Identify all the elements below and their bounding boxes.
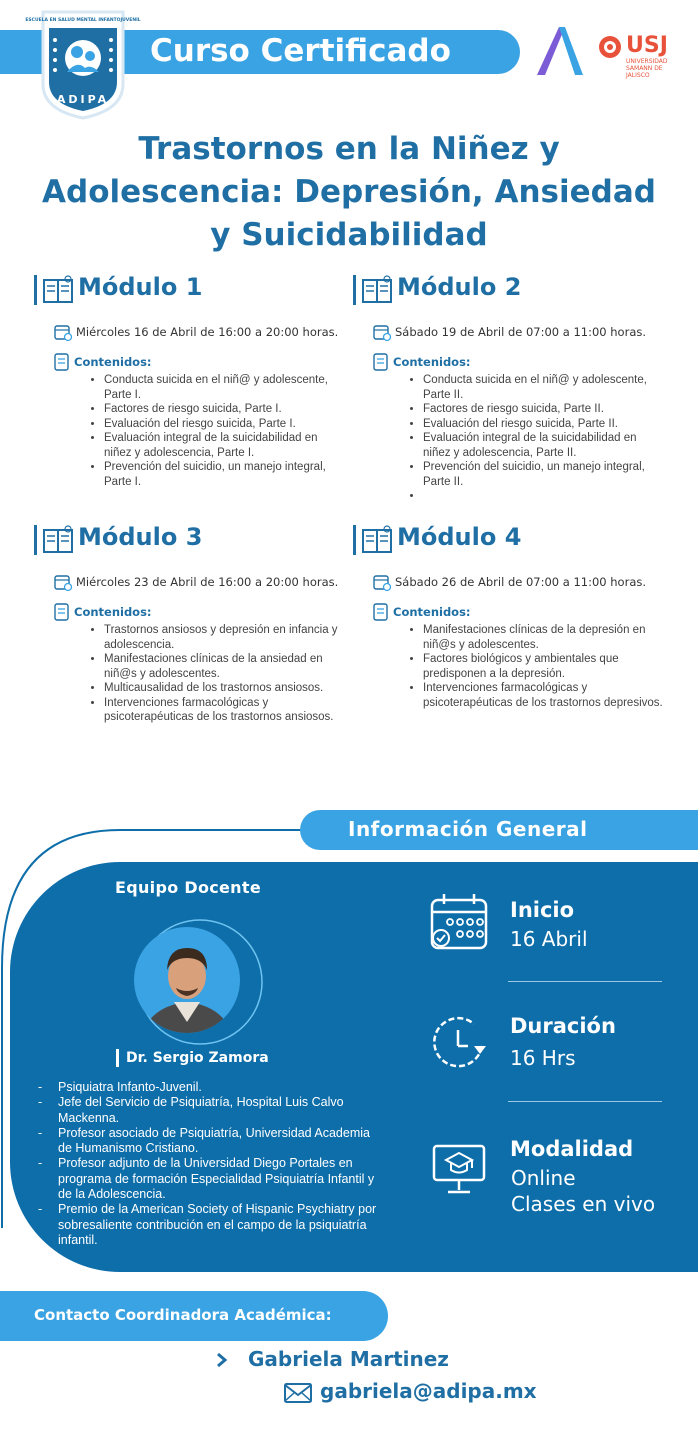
contact-email[interactable]: gabriela@adipa.mx bbox=[320, 1379, 537, 1403]
list-item: • Prevención del suicidio, un manejo integral, Parte II. bbox=[423, 460, 663, 489]
list-item: • Trastornos ansiosos y depresión en infancia y adolescencia. bbox=[104, 623, 344, 652]
list-item: - Profesor asociado de Psiquiatría, Universidad Academia de Humanismo Cristiano. bbox=[38, 1126, 378, 1157]
teacher-photo bbox=[130, 918, 266, 1046]
usj-logo-text: USJ bbox=[626, 33, 668, 58]
module-title: Módulo 1 bbox=[78, 273, 203, 301]
info-general-tab bbox=[300, 810, 698, 850]
module-contents-label: Contenidos: bbox=[393, 605, 471, 619]
course-title-line-3: y Suicidabilidad bbox=[210, 217, 488, 253]
teacher-name-bar bbox=[116, 1049, 119, 1067]
adipa-logo-word: ADIPA bbox=[56, 93, 110, 106]
list-item: • Multicausalidad de los trastornos ansiosos. bbox=[104, 681, 344, 696]
list-item: - Psiquiatra Infanto-Juvenil. bbox=[38, 1080, 378, 1095]
document-icon bbox=[373, 353, 390, 371]
book-icon bbox=[42, 275, 74, 305]
calendar-icon bbox=[373, 573, 391, 591]
module-contents-list bbox=[104, 373, 344, 489]
list-item: • Factores de riesgo suicida, Parte II. bbox=[423, 402, 663, 417]
list-item: • Manifestaciones clínicas de la depresión en niñ@s y adolescentes. bbox=[423, 623, 663, 652]
module-contents-list bbox=[104, 623, 344, 725]
teacher-name: Dr. Sergio Zamora bbox=[126, 1050, 269, 1066]
module-1 bbox=[34, 273, 354, 489]
usj-emblem-icon bbox=[598, 35, 622, 59]
module-title: Módulo 3 bbox=[78, 523, 203, 551]
calendar-icon bbox=[54, 323, 72, 341]
document-icon bbox=[54, 603, 71, 621]
mail-icon bbox=[284, 1383, 312, 1403]
calendar-icon bbox=[373, 323, 391, 341]
adipa-logo bbox=[25, 6, 141, 120]
chevron-right-icon bbox=[214, 1351, 230, 1369]
start-label: Inicio bbox=[510, 898, 575, 922]
usj-logo-subtitle: UNIVERSIDAD SAMANN DE JALISCO bbox=[626, 58, 668, 79]
list-item: • Prevención del suicidio, un manejo integral, Parte I. bbox=[104, 460, 344, 489]
book-icon bbox=[361, 275, 393, 305]
usj-logo bbox=[598, 35, 688, 80]
course-title-line-1: Trastornos en la Niñez y bbox=[138, 131, 560, 167]
course-title-line-2: Adolescencia: Depresión, Ansiedad bbox=[42, 174, 656, 210]
module-title: Módulo 4 bbox=[397, 523, 522, 551]
document-icon bbox=[373, 603, 390, 621]
list-item: • Manifestaciones clínicas de la ansiedad en niñ@s y adolescentes. bbox=[104, 652, 344, 681]
list-item: - Profesor adjunto de la Universidad Diego Portales en programa de formación Especialidad Psiquiatría Infantil y de la Adolescencia. bbox=[38, 1156, 378, 1202]
duration-value: 16 Hrs bbox=[510, 1046, 576, 1070]
module-date: Sábado 19 de Abril de 07:00 a 11:00 horas. bbox=[395, 325, 647, 339]
course-title bbox=[20, 128, 678, 257]
online-class-icon bbox=[428, 1138, 490, 1200]
module-date: Miércoles 23 de Abril de 16:00 a 20:00 horas. bbox=[76, 575, 339, 589]
list-item: • Evaluación integral de la suicidabilidad en niñez y adolescencia, Parte I. bbox=[104, 431, 344, 460]
partner-a-logo bbox=[535, 25, 585, 77]
module-contents-label: Contenidos: bbox=[393, 355, 471, 369]
book-icon bbox=[42, 525, 74, 555]
team-title: Equipo Docente bbox=[115, 878, 261, 897]
list-item: - Jefe del Servicio de Psiquiatría, Hospital Luis Calvo Mackenna. bbox=[38, 1095, 378, 1126]
calendar-icon bbox=[428, 892, 490, 954]
contact-name: Gabriela Martinez bbox=[248, 1347, 449, 1371]
list-item: - Premio de la American Society of Hispanic Psychiatry por sobresaliente contribución en el campo de la psiquiatría infantil. bbox=[38, 1202, 378, 1248]
document-icon bbox=[54, 353, 71, 371]
calendar-icon bbox=[54, 573, 72, 591]
module-contents-label: Contenidos: bbox=[74, 355, 152, 369]
header bbox=[0, 0, 698, 120]
module-date: Sábado 26 de Abril de 07:00 a 11:00 horas. bbox=[395, 575, 647, 589]
list-item: • Conducta suicida en el niñ@ y adolescente, Parte II. bbox=[423, 373, 663, 402]
contact-banner bbox=[0, 1291, 388, 1341]
mode-label: Modalidad bbox=[510, 1137, 634, 1161]
module-date: Miércoles 16 de Abril de 16:00 a 20:00 horas. bbox=[76, 325, 339, 339]
module-3 bbox=[34, 523, 354, 725]
list-item: • Evaluación integral de la suicidabilidad en niñez y adolescencia, Parte II. bbox=[423, 431, 663, 460]
info-general-title: Información General bbox=[348, 817, 588, 841]
module-2 bbox=[353, 273, 673, 503]
list-item: • Intervenciones farmacológicas y psicoterapéuticas de los trastornos depresivos. bbox=[423, 681, 663, 710]
list-item: • Evaluación del riesgo suicida, Parte II. bbox=[423, 417, 663, 432]
divider bbox=[508, 1101, 662, 1102]
list-item bbox=[423, 489, 663, 503]
module-title: Módulo 2 bbox=[397, 273, 522, 301]
mode-value-online: Online bbox=[511, 1166, 576, 1190]
divider bbox=[508, 981, 662, 982]
list-item: • Conducta suicida en el niñ@ y adolescente, Parte I. bbox=[104, 373, 344, 402]
module-accent-bar bbox=[353, 525, 356, 555]
list-item: • Factores biológicos y ambientales que predisponen a la depresión. bbox=[423, 652, 663, 681]
module-contents-list bbox=[423, 373, 663, 503]
teacher-bio-list bbox=[38, 1080, 378, 1248]
list-item: • Intervenciones farmacológicas y psicoterapéuticas de los trastornos ansiosos. bbox=[104, 696, 344, 725]
duration-label: Duración bbox=[510, 1014, 616, 1038]
clock-icon bbox=[428, 1012, 490, 1074]
list-item: • Factores de riesgo suicida, Parte I. bbox=[104, 402, 344, 417]
book-icon bbox=[361, 525, 393, 555]
module-accent-bar bbox=[34, 275, 37, 305]
adipa-logo-top: ESCUELA EN SALUD MENTAL INFANTOJUVENIL bbox=[25, 18, 141, 23]
contact-label: Contacto Coordinadora Académica: bbox=[34, 1306, 332, 1324]
course-banner-text: Curso Certificado bbox=[150, 33, 451, 69]
start-value: 16 Abril bbox=[510, 927, 588, 951]
mode-value-live: Clases en vivo bbox=[511, 1192, 656, 1216]
module-contents-list bbox=[423, 623, 663, 710]
list-item: • Evaluación del riesgo suicida, Parte I. bbox=[104, 417, 344, 432]
module-contents-label: Contenidos: bbox=[74, 605, 152, 619]
module-4 bbox=[353, 523, 673, 710]
module-accent-bar bbox=[353, 275, 356, 305]
module-accent-bar bbox=[34, 525, 37, 555]
